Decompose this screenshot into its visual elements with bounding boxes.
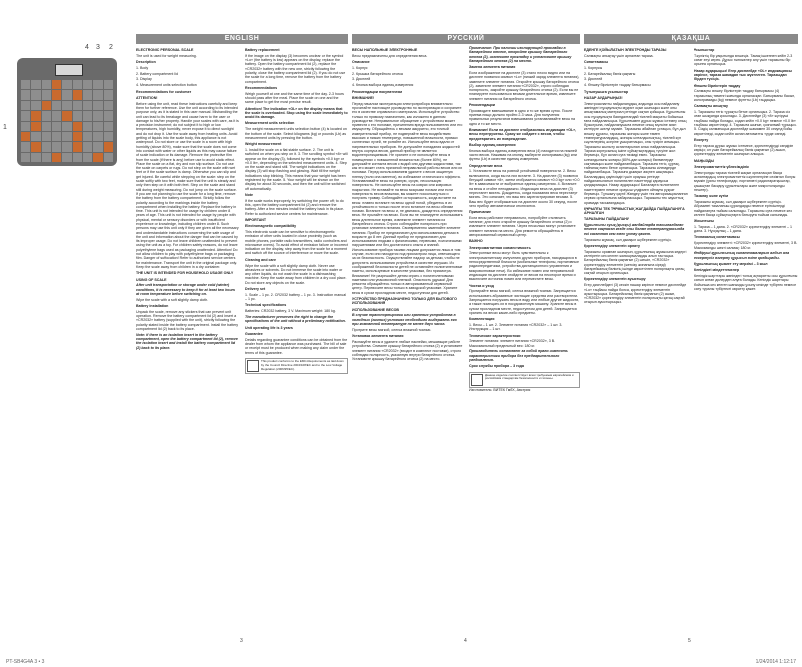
ru-using-body: Протрите весы мягкой, слегка влажной тканью. bbox=[352, 327, 432, 332]
kz-desc-title: Сипаттамасы bbox=[584, 60, 609, 65]
ru-body: Перед началом эксплуатации электроприбора внимательно прочитайте настоящее руководство по эксплуатации и сохраните его в качестве справочного материала. Используйте устройство только по прямому назначению, как изложено в данном руководстве. Неправильное обращение с устройством может привести к его поломке, причинению вреда пользователю или его имуществу. Обращайтесь с весами аккуратно, это точный измерительный прибор, не подвергайте весы воздействию высоких и низких температур, повышенной влажности, прямых солнечных лучей, не роняйте их. Используйте весы вдали от нагревательных приборов. Не допускайте попадания жидкостей внутрь корпуса весов, данный прибор не является водонепроницаемым. Не храните и не используйте весы в помещениях с повышенной влажностью (более 80%), не допускайте контакта весов с водой или другими жидкостями, так как это может стать причиной неправильной работы весов или их поломки. Перед использованием удалите с весов защитную пленку (если она имеется), во избежание статического эффекта. Устанавливайте весы на ровную, сухую, нескользкую поверхность. Не используйте весы на коврах или ковровых покрытиях. Не вставайте на весы мокрыми ногами или если поверхность весов влажная, вы можете поскользнуться и получить травму. Соблюдайте осторожность, когда встаете на весы: плавно встаньте на весы одной ногой, убедитесь в их устойчивости и только после этого встаньте на весы обеими ногами. Встаньте на весы и, не двигаясь, дождитесь определения веса. Не прыгайте на весах. Если вы не планируете использовать весы длительное время, извлеките элемент питания из батарейного отсека. Строго соблюдайте полярность при установке элемента питания. Своевременно заменяйте элемент питания. Прибор не предназначен для использования детьми в возрасте до 8 лет. Данный прибор не предназначен для использования людьми с физическими, нервными, психическими нарушениями или без достаточного опыта и знаний. Использование прибора такими лицами допускается лишь в том случае, если они находятся под присмотром лица, отвечающего за их безопасность. Осуществляйте надзор за детьми, чтобы не допустить использования устройства в качестве игрушки. Из соображений безопасности детей не оставляйте полиэтиленовые пакеты, используемые в качестве упаковки, без присмотра. Внимание! Не разрешайте детям играть с полиэтиленовыми пакетами или упаковочной пленкой. Опасность удушья! Для ремонта обращайтесь только в авторизованный сервисный центр. Перевозите весы только в заводской упаковке. Храните весы в сухом прохладном месте, недоступном для детей. bbox=[352, 101, 463, 295]
scale-tile bbox=[52, 132, 61, 141]
kz-delivery-body: 1. Тараза – 1 дана. 2. «CR2032» қоректендіру элементі – 1 дана. 3. Нұсқаулық – 1 дана. bbox=[694, 224, 793, 234]
en-attention: ATTENTION! bbox=[136, 95, 158, 100]
en-delivery-title: Delivery set bbox=[245, 287, 266, 292]
scale-tile bbox=[31, 101, 40, 110]
kazakh-section bbox=[584, 34, 798, 644]
kz-desc-2: 2. Батарейкалық бөлік қақпағы bbox=[584, 71, 636, 76]
scale-tile bbox=[93, 80, 102, 89]
kz-important: МАҢЫЗДЫ bbox=[694, 158, 715, 163]
en-using-body: Wipe the scale with a soft slightly damp cloth. bbox=[136, 297, 209, 302]
kz-tech-title: Техникалық сипаттамасы bbox=[694, 235, 740, 240]
en-rec2-title: Recommendations bbox=[245, 85, 278, 90]
scale-tile bbox=[21, 80, 30, 89]
ru-desc-2: 2. Крышка батарейного отсека bbox=[352, 71, 403, 76]
kz-using-body: Таразыны жұмсақ, сәл дымқыл шүберекпен сүртіңіз. bbox=[584, 237, 672, 242]
en-desc-3: 3. Display bbox=[136, 77, 152, 82]
scale-tile bbox=[104, 90, 113, 99]
en-install-note: Note: if there is an isolation insert in the battery compartment, open the battery compartment lid (2), remove the isolation insert and install the battery compartment lid (2) back to its place. bbox=[136, 332, 238, 350]
scale-callout-numbers bbox=[13, 44, 120, 56]
en-using-italic: After unit transportation or storage under cold (winter) conditions, it is necessary to keep it for at least two hours at room temperature before switching on. bbox=[136, 283, 236, 296]
ru-weight-body: 1. Установите весы на ровной устойчивой поверхности. 2. Весы включаются, когда вы на них встаете. 3. На дисплее (3) появится бегущий символ «8», затем отобразится символ «0.0 kg» или «0.0 lb» в зависимости от выбранных единиц измерения. 4. Встаньте на весы и стойте неподвижно. Индикация веса на дисплее (3) перестанет мигать. Дождитесь, когда показания веса перестанут мигать. Это означает, что ваш вес зарегистрирован весами. 5. Ваш вес будет отображаться на дисплее около 30 секунд, после чего прибор автоматически отключится. bbox=[469, 169, 580, 208]
kz-using-italic: Құрылғыны суық (қысқы) жағдайларда тасымалдаған немесе сақтаған кезде оны бөлме температурасында екі сағаттан кем емес ұстау қажет. bbox=[584, 223, 685, 236]
en-important: IMPORTANT bbox=[245, 217, 267, 222]
en-rec2-body: Weigh yourself at one and the same time of the day. 2-3 hours should pass after the meal. Place the scale on one and the same place to get the most precise result. bbox=[245, 91, 344, 105]
kz-clean-title: Тазалау және күтім bbox=[694, 194, 729, 199]
kazakh-col-2 bbox=[694, 46, 798, 644]
illustration-strip bbox=[0, 0, 133, 667]
scale-tile bbox=[83, 122, 92, 131]
kz-weight-body: 1. Таразыны тегіс тұрақты бетке орнатыңыз. 2. Тараза сіз оған шыққанда қосылады. 3. Дисплейде (3) «8» жүгіруші таңбасы пайда болады, содан кейін «0.0 kg» немесе «0.0 lb» таңбасы көрсетіледі. 4. Таразыға шығып, қозғалмай тұрыңыз. 5. Сіздің салмағыңыз дисплейде шамамен 30 секунд бойы көрсетіледі, содан кейін аспап автоматты түрде сөнеді. bbox=[694, 110, 797, 136]
kz-note-body: Егер тараза дұрыс жұмыс істемесе, қоректендіруді сөндіріп көріңіз; ол үшін батарейкалық бөлік қақпағын (2) ашып, қоректендіру элементін шығарып алыңыз. bbox=[694, 143, 794, 157]
en-install-title: Battery installation bbox=[136, 304, 169, 309]
ru-replace-body: Если изображение на дисплее (3) стало плохо видно или на дисплее появился символ «Lo» (низкий заряд элемента питания), замените элемент питания. Откройте крышку батарейного отсека (2), замените элемент питания «CR2032», строго соблюдая полярность, закройте крышку батарейного отсека (2). Если вы не планируете пользоваться весами длительное время, извлеките элемент питания из батарейного отсека. bbox=[469, 70, 580, 101]
en-weight-title: Weight measurement bbox=[245, 142, 282, 147]
scale-tile bbox=[104, 153, 113, 162]
ru-delivery-title: Комплектация bbox=[469, 317, 495, 322]
en-body: Before using the unit, read these instructions carefully and keep them for further reference. Use the unit according to its intended purpose only, as it is stated in this user manual. Mishandling the unit can lead to its breakage and cause harm to the user or damage to his/her property. Handle your scales with care, as it is a precision instrument; do not subject it to high or low temperatures, high humidity, never expose it to direct sunlight and do not drop it. Use the scale away from heating units. Avoid getting of liquids into the scale body, this appliance is not waterproof. Do not store or use the scale in a room with high humidity (above 80%), make sure that the scale does not come into contact with water or other liquids as this may cause failure of scale indication or its damage. Remove the protective film from the scale (if there is any) before use to avoid static effect. Place the scale on a flat, dry and non slip surface. Do not use the scale on carpets or rugs. Do not step on the scale with wet feet or if the scale surface is damp. Otherwise you can slip and get injured. Be careful while stepping on the scale: step on the scale softly with two feet, make sure that the unit is steady and only then step on it with both feet. Step on the scale and stand still during weight measuring. Do not jump on the scale surface. If you are not planning to use the scale for a long time, remove the battery from the battery compartment. Strictly follow the polarity according to the markings inside the battery compartment when installing the battery. Replace the battery in time. This unit is not intended for usage by children under 8 years of age. This unit is not intended for usage by people with physical, mental or sensory disorders or with insufficient experience or knowledge, including children under 8. Such persons may use this unit only if they are given all the necessary and understandable instructions concerning the safe usage of the unit and information about the danger that can be caused by its improper usage. Do not leave children unattended to prevent using the unit as a toy. For children safety reasons, do not leave polyethylene bags used as packaging unattended. Attention! Do not allow children to play with polyethylene bags or packaging film. Danger of suffocation! Refer to authorized service centers for maintenance. Transport the unit in the original package only. Keep the scale away from children in a dry container. bbox=[136, 101, 239, 269]
en-desc-1: 1. Body bbox=[136, 65, 149, 70]
english-section bbox=[136, 34, 348, 644]
scale-tile bbox=[73, 101, 82, 110]
scale-tile bbox=[31, 153, 40, 162]
ru-eco-text: Данное изделие соответствует всем требуемым европейским и российским стандартам безопасности и гигиены. bbox=[485, 372, 574, 381]
scale-tile bbox=[62, 101, 71, 110]
kz-rec2-title: Ұсыныстар bbox=[694, 48, 715, 52]
scale-display bbox=[55, 64, 83, 76]
ru-tech-note: Производитель оставляет за собой право изменять характеристики прибора без предварительного уведомления. bbox=[469, 349, 568, 362]
russian-col-2 bbox=[469, 46, 580, 644]
scale-tile bbox=[93, 142, 102, 151]
en-install-body: Unpack the scale, remove any stickers that can prevent unit operation. Remove the battery compartment lid (2) and insert a «CR2032» battery (supplied with the unit), strictly following the polarity stated inside the battery compartment. Install the battery compartment lid (2) back to its place. bbox=[136, 309, 239, 332]
ru-clean-title: Чистка и уход bbox=[469, 283, 494, 288]
ru-note-body: Если весы работают неправильно, попробуйте отключить питание; для этого откройте крышку батарейного отсека (2) и извлеките элемент питания. Через несколько минут установите элемент питания на место. Для ремонта обращайтесь в авторизованный сервисный центр. bbox=[469, 215, 576, 238]
scale-tile bbox=[104, 122, 113, 131]
scale-tile bbox=[83, 90, 92, 99]
en-replace-body: If the image on the display (3) becomes unclear or the symbol «Lo» (the battery is low) appears on the display, replace the battery. Open the battery compartment lid (2), replace the «CR2032» battery with the new one, strictly following the polarity, close the battery compartment lid (2). If you do not use the scale for a long time, remove the battery from the battery compartment. bbox=[245, 53, 346, 84]
kz-using-title: ТАРАЗЫНЫ ПАЙДАЛАНУ bbox=[584, 217, 630, 222]
scale-tile bbox=[42, 90, 51, 99]
en-replace-title: Battery replacement bbox=[245, 48, 280, 52]
kazakh-header: ҚАЗАҚША bbox=[584, 34, 798, 44]
en-rec2-attention: Attention! The indication «OL» on the display means that the scale is overloaded. Stop using the scale immediately to avoid its damage. bbox=[245, 106, 348, 120]
en-guarantee-title: Guarantee bbox=[245, 331, 263, 336]
scale-tile bbox=[62, 142, 71, 151]
scale-tile bbox=[62, 132, 71, 141]
scale-tile bbox=[62, 111, 71, 120]
scale-tile bbox=[42, 111, 51, 120]
kz-body: Электроаспапты пайдаланудың алдында осы пайдалану жөніндегі нұсқаулықты мұқият оқып шығыңыз және оны анықтамалық материал ретінде сақтап қойыңыз. Құрылғыны осы нұсқаулықта баяндалғандай тікелей мақсаты бойынша ғана пайдаланыңыз. Құрылғымен дұрыс жұмыс істемеу оның бұзылуына, пайдаланушыға немесе оның мүлкіне зиян келтіруге әкелуі мүмкін. Таразыны абайлап ұстаңыз, бұл дәл өлшеу құралы, таразыны жоғары және төмен температуралардың, жоғары ылғалдылықтың, тікелей күн сәулелерінің әсеріне ұшыратпаңыз, оны түсіріп алмаңыз. Таразыны жылыту аспаптарынан алыс пайдаланыңыз. Тараза корпусының ішіне сұйықтықтардың түсуіне жол бермеңіз, бұл аспап суға төзімді емес. Таразыны ылғалдылығы жоғары (80%-дан жоғары) бөлмелерде сақтамаңыз және пайдаланбаңыз. Таразыға тегіс, құрғақ, тайғанақ емес бетке орнатыңыз. Таразыны кілемдерде пайдаланбаңыз. Таразыға дымқыл аяқпен шықпаңыз. Балалардың қауіпсіздігі үшін орауыш ретінде пайдаланылатын полиэтилен пакеттерді қараусыз қалдырмаңыз. Назар аударыңыз! Балаларға полиэтилен пакеттермен немесе орауыш үлдірмен ойнауға рұқсат бермеңіз. Тұншығу қаупі! Жөндеу үшін тек авторизацияланған сервис орталығына хабарласыңыз. Таразыны тек зауыттық орамада тасымалдаңыз. bbox=[584, 101, 688, 205]
scale-tile bbox=[52, 111, 61, 120]
scale-tile bbox=[21, 142, 30, 151]
en-emc-body: This electronic scale can be sensitive to electromagnetic emission of other units located in close proximity (such as mobile phones, portable radio transmitters, radio controllers and microwave ovens). To avoid effect of emission failure or incorrect indication on the display, step away from the scale for a moment and switch off the source of interference or move the scale. bbox=[245, 229, 348, 256]
ru-service: Срок службы прибора – 3 года bbox=[469, 364, 524, 369]
callout-3: 3 bbox=[96, 44, 100, 51]
en-page-number: 3 bbox=[240, 638, 243, 644]
scale-tile bbox=[73, 80, 82, 89]
en-delivery-body: 1. Scale – 1 pc. 2. CR2032 battery – 1 pc. 3. Instruction manual – 1 pc. bbox=[245, 292, 347, 302]
kazakh-col-1 bbox=[584, 46, 688, 644]
kz-replace-body: Егер дисплейдегі (3) кескін нашар көрінсе немесе дисплейде «Lo» таңбасы пайда болса, қоректендіру элементін ауыстырыңыз. Батарейкалық бөлік қақпағын (2) ашып, «CR2032» қоректендіру элементін полярлықты қатаң сақтай отырып ауыстырыңыз. bbox=[584, 283, 687, 305]
en-tech-title: Technical specifications bbox=[245, 303, 287, 308]
kz-tech-body: Қоректендіру элементі: «CR2032» қоректендіру элементі, 3 В. Максималды шекті салмақ: 180 кг. bbox=[694, 241, 798, 250]
kz-units-title: Өлшем бірліктерін таңдау bbox=[694, 83, 741, 88]
en-eco-text: This product conforms to the EMC-Requirements as laid down by the Council Directive 2004/108/EC and to the Low Voltage Regulation (2006/95/EC). bbox=[261, 358, 344, 371]
scale-tile bbox=[21, 111, 30, 120]
scale-tile bbox=[42, 142, 51, 151]
scale-tile bbox=[31, 80, 40, 89]
scale-tile bbox=[93, 132, 102, 141]
ru-important: ВАЖНО bbox=[469, 239, 483, 244]
scale-tile bbox=[93, 111, 102, 120]
scale-tile bbox=[42, 122, 51, 131]
scale-tile bbox=[52, 122, 61, 131]
en-intro: The unit is used for weight measuring. bbox=[136, 53, 197, 58]
ru-rec-title: Рекомендации покупателям bbox=[352, 89, 403, 94]
ru-using-italic: В случае транспортировки или хранения устройства в холодных (зимних) условиях необходимо выдержать его при комнатной температуре не менее двух часов. bbox=[352, 313, 457, 327]
kz-units-body: Салмақты өлшеу бірліктерін таңдау батырмасы (4) таразының төменгі жағында орналасқан. Батырманы басып, килограммды (kg) немесе фунтты (Lb) таңдаңыз. bbox=[694, 89, 796, 102]
kz-desc-3: 3. Дисплей bbox=[584, 77, 603, 82]
en-using-title: USING OF SCALE bbox=[136, 277, 167, 282]
ru-attention: ВНИМАНИЕ! bbox=[352, 95, 375, 100]
en-tech-body: Batteries: CR2032 battery, 3 V. Maximum weight: 180 kg. bbox=[245, 309, 336, 314]
en-desc-2: 2. Battery compartment lid bbox=[136, 71, 178, 76]
scale-tile bbox=[104, 80, 113, 89]
scale-tile-pattern bbox=[21, 80, 113, 162]
ce-mark-icon bbox=[247, 360, 259, 372]
scale-tile bbox=[104, 132, 113, 141]
scale-tile bbox=[83, 153, 92, 162]
scale-tile bbox=[83, 111, 92, 120]
scale-tile bbox=[93, 101, 102, 110]
kz-delivery-title: Жиынтығы bbox=[694, 219, 715, 224]
kz-intro: Салмақты анықтау үшін арналған тараза. bbox=[584, 53, 654, 58]
scale-tile bbox=[21, 132, 30, 141]
scale-tile bbox=[21, 153, 30, 162]
scale-tile bbox=[93, 153, 102, 162]
scale-tile bbox=[42, 132, 51, 141]
ru-units-body: Кнопка выбора единиц измерения веса (4) находится на нижней части весов. Нажимая на кнопку, выберите килограммы (kg) или фунты (Lb) в качестве единиц измерения. bbox=[469, 148, 577, 162]
ru-intro: Весы предназначены для определения веса. bbox=[352, 53, 428, 58]
ru-rec2-title: Рекомендации bbox=[469, 103, 495, 108]
scale-tile bbox=[104, 101, 113, 110]
kz-weight-title: Салмақты анықтау bbox=[694, 104, 728, 109]
kz-desc-1: 1. Корпусы bbox=[584, 65, 603, 70]
ru-using-title: ИСПОЛЬЗОВАНИЕ ВЕСОВ bbox=[352, 307, 399, 312]
en-tech-note: The manufacturer preserves the right to change the specifications of the unit without a preliminary notification. bbox=[245, 315, 346, 324]
en-emc-title: Electromagnetic compatibility bbox=[245, 224, 297, 229]
scale-tile bbox=[93, 90, 102, 99]
en-desc-title: Description bbox=[136, 60, 156, 65]
kz-emc-title: Электромагниттік үйлесімділік bbox=[694, 164, 749, 169]
en-eco-badge bbox=[245, 358, 348, 374]
kz-install-body: Таразыны орамнан шығарып, құрылғының жұмысына кедергі келтіретін кез келген жапсырмаларды алып тастаңыз. Батарейкалық бөлік қақпағын (2) шешіп, «CR2032» қоректендіру элементін (жеткізу жинағына кіреді) батарейкалық бөліктің ішінде көрсетілген полярлықты қатаң сақтай отырып орнатыңыз. bbox=[584, 249, 687, 276]
ru-household: УСТРОЙСТВО ПРЕДНАЗНАЧЕНО ТОЛЬКО ДЛЯ БЫТОВОГО ИСПОЛЬЗОВАНИЯ bbox=[352, 297, 457, 306]
russian-col-1 bbox=[352, 46, 463, 644]
ru-tech-body: Элемент питания: элемент питания «CR2032», 3 В. Максимальный предельный вес: 180 кг. bbox=[469, 339, 556, 348]
scale-tile bbox=[83, 132, 92, 141]
kz-household: ҚҰРЫЛҒЫ ТЕК ТҰРМЫСТЫҚ ЖАҒДАЙДА ПАЙДАЛАНУҒА АРНАЛҒАН bbox=[584, 206, 685, 216]
ru-units-title: Выбор единиц измерения bbox=[469, 142, 516, 147]
kz-title: ЕДЕНГЕ ҚОЙЫЛАТЫН ЭЛЕКТРОНДЫ ТАРАЗЫ bbox=[584, 48, 667, 52]
en-rec-title: Recommendations for customer bbox=[136, 89, 192, 94]
kz-replace-title: Қоректендіру элементін ауыстыру bbox=[584, 277, 646, 282]
ru-address: Изготовитель: ВИТЕК ГмбХ, Австрия bbox=[469, 387, 531, 392]
en-desc-4: 4. Measurement units selection button bbox=[136, 83, 197, 88]
russian-header: РУССКИЙ bbox=[352, 34, 580, 44]
scale-tile bbox=[62, 90, 71, 99]
scale-tile bbox=[42, 153, 51, 162]
english-header: ENGLISH bbox=[136, 34, 348, 44]
text-columns bbox=[136, 34, 800, 654]
scale-tile bbox=[42, 80, 51, 89]
scale-tile bbox=[31, 111, 40, 120]
scale-tile bbox=[31, 142, 40, 151]
scale-tile bbox=[52, 142, 61, 151]
en-clean-body: Wipe the scale with a soft slightly damp cloth. Never use abrasives or solvents. Do not immerse the scale into water or any other liquids, do not wash the scale in a dishwashing machine. Keep the scale away from children in a dry cool place. Do not store any objects on the scale. bbox=[245, 263, 347, 285]
kz-attention: НАЗАР АУДАРЫҢЫЗ! bbox=[584, 95, 623, 100]
en-household: THE UNIT IS INTENDED FOR HOUSEHOLD USAGE ONLY bbox=[136, 271, 234, 276]
scale-tile bbox=[21, 122, 30, 131]
scale-tile bbox=[73, 132, 82, 141]
en-units-title: Measurement units selection bbox=[245, 121, 295, 126]
en-title: ELECTRONIC PERSONAL SCALE bbox=[136, 48, 194, 52]
ru-desc-3: 3. Дисплей bbox=[352, 77, 371, 82]
scale-tile bbox=[21, 90, 30, 99]
en-units-body: The weight measurement units selection button (4) is located on the bottom of the scale. Select kilograms (kg) or pounds (Lb) as measurement units by pressing the button. bbox=[245, 127, 347, 140]
ru-replace-title: Замена элемента питания bbox=[469, 65, 516, 70]
callout-1: 1 bbox=[3, 124, 7, 131]
ru-desc-1: 1. Корпус bbox=[352, 65, 368, 70]
ru-install-title: Установка элемента питания bbox=[352, 334, 404, 339]
ru-weight-title: Определение веса bbox=[469, 163, 503, 168]
ru-install-body: Распакуйте весы и удалите любые наклейки, мешающие работе устройства. Снимите крышку батарейного отсека (2) и установите элемент питания «CR2032» (входит в комплект поставки), строго соблюдая полярность, указанную внутри батарейного отсека. Установите крышку батарейного отсека (2) на место. bbox=[352, 339, 463, 362]
scale-tile bbox=[73, 90, 82, 99]
ru-emc-body: Электронные весы могут быть чувствительны к электромагнитному излучению других приборов, находящихся в непосредственной близости (мобильные телефоны, портативные радиопередатчики, устройства дистанционного управления и микроволновые печи). Во избежание помех или неправильной индикации на дисплее отойдите от весов на некоторое время и выключите источник помех или переместите весы. bbox=[469, 251, 579, 282]
scale-tile bbox=[83, 142, 92, 151]
scale-tile bbox=[42, 101, 51, 110]
ru-eco-badge bbox=[469, 372, 580, 388]
ru-note-title: Примечание bbox=[469, 210, 492, 215]
ru-desc-4: 4. Кнопка выбора единиц измерения bbox=[352, 83, 414, 88]
scale-tile bbox=[73, 122, 82, 131]
kz-tech-note: Өндіруші құрылғының сипаттамаларын алдын ала ескертусіз өзгерту құқығын өзіне қалдырады. bbox=[694, 251, 790, 260]
scale-tile bbox=[52, 90, 61, 99]
en-service: Unit operating life is 3 years bbox=[245, 325, 293, 330]
ru-title: ВЕСЫ НАПОЛЬНЫЕ ЭЛЕКТРОННЫЕ bbox=[352, 48, 418, 52]
scale-tile bbox=[62, 122, 71, 131]
kz-service: Құрылғының қызмет ету мерзімі – 3 жыл bbox=[694, 261, 768, 266]
scale-tile bbox=[73, 153, 82, 162]
kz-emc-body: Электронды тараза тікелей жақын орналасқан басқа аспаптардың электромагниттік сәулеленуіне сезімтал болуы мүмкін (ұялы телефондар, портативті радиотаратқыштар, қашықтан басқару құрылғылары және микротолқынды пештер). bbox=[694, 170, 796, 192]
ru-tech-title: Технические характеристики bbox=[469, 333, 521, 338]
kz-clean-body: Таразыны жұмсақ, сәл дымқыл шүберекпен сүртіңіз. Абразивті тазалағыш құралдарды немесе еріткіштерді пайдалануға тыйым салынады. Таразыны суға немесе кез келген басқа сұйықтықтарға батыруға тыйым салынады. bbox=[694, 199, 792, 217]
scale-image bbox=[17, 58, 117, 166]
scale-tile bbox=[52, 80, 61, 89]
scale-tile bbox=[83, 80, 92, 89]
ru-rec2-body: Производите взвешивание в одно и то же время суток. После приема пищи должно пройти 2-3 часа. Для получения правильных результатов взвешивания устанавливайте весы на одно и то же место. bbox=[469, 108, 576, 126]
scale-tile bbox=[62, 153, 71, 162]
scale-tile bbox=[104, 142, 113, 151]
en-guarantee-body: Details regarding guarantee conditions can be obtained from the dealer from whom the appliance was purchased. The bill of sale or receipt must be produced when making any claim under the terms of this guarantee. bbox=[245, 337, 348, 355]
scale-tile bbox=[73, 142, 82, 151]
kz-install-title: Қоректендіру элементін орнату bbox=[584, 243, 640, 248]
eac-mark-icon bbox=[471, 374, 483, 386]
ru-delivery-body: 1. Весы – 1 шт. 2. Элемент питания «CR2032» – 1 шт. 3. Инструкция – 1 шт. bbox=[469, 322, 563, 332]
footer-right: 1/24/2014 1:12:17 bbox=[755, 659, 796, 665]
scale-tile bbox=[73, 111, 82, 120]
scale-tile bbox=[93, 122, 102, 131]
kz-desc-4: 4. Өлшеу бірліктерін таңдау батырмасы bbox=[584, 83, 651, 88]
kz-rec-title: Тұтынушыға ұсыныстар bbox=[584, 89, 629, 94]
callout-4: 4 bbox=[85, 44, 89, 51]
ru-desc-title: Описание bbox=[352, 60, 370, 65]
footer-left: PT-SB4G4A 3 • 3 bbox=[6, 659, 45, 665]
en-clean-title: Cleaning and care bbox=[245, 257, 276, 262]
russian-section bbox=[352, 34, 580, 644]
scale-tile bbox=[31, 132, 40, 141]
ru-page-number: 4 bbox=[464, 638, 467, 644]
en-note-title: Note bbox=[245, 192, 253, 197]
kz-rec2-attention: Назар аударыңыз! Егер дисплейде «OL» индикациясы көрінсе, тараза шамадан тыс жүктелген. Таразыдан бірден түсіңіз. bbox=[694, 68, 792, 82]
kz-note-title: Ескерту bbox=[694, 137, 709, 142]
en-note-body: If the scale works improperly, try switching the power off; to do this, open the battery compartment lid (2) and remove the battery. After a few minutes install the battery back in its place. Refer to authorized service centers for maintenance. bbox=[245, 198, 345, 216]
kz-guarantee-title: Кепілдікті міндеттемелер bbox=[694, 268, 740, 273]
scale-tile bbox=[52, 153, 61, 162]
scale-tile bbox=[104, 111, 113, 120]
ru-emc-title: Электромагнитная совместимость bbox=[469, 245, 531, 250]
scale-tile bbox=[31, 122, 40, 131]
scale-tile bbox=[83, 101, 92, 110]
ru-install-note: Примечание: При наличии изолирующей прокладки в батарейном отсеке, откройте крышку батарейного отсека (2), извлеките прокладку и установите крышку батарейного отсека (2) на место. bbox=[469, 46, 572, 63]
scale-tile bbox=[31, 90, 40, 99]
scale-tile bbox=[52, 101, 61, 110]
scale-tile bbox=[62, 80, 71, 89]
ru-rec2-attention: Внимание! Если на дисплее отобразилась индикация «OL», весы перегружены. Сразу же сойдите с весов, чтобы предотвратить их повреждение. bbox=[469, 128, 577, 141]
english-col-2 bbox=[245, 46, 348, 644]
en-weight-body: 1. Install the scale on a flat stable surface. 2. The unit is switched on when you step on it. 3. The scrolling symbol «8» will appear on the display (3), followed by the symbols «0.0 kg» or «0.0 lb», depending on the selected measurement units. 4. Step on the scale and stand still. The weight indications on the display (3) will stop flashing and glowing. Wait till the weight indications stop blinking. This means that your weight has been registered by the scale. 5. Your weight will be shown on the display for about 30 seconds, and then the unit will be switched off automatically. bbox=[245, 147, 348, 191]
kz-page-number: 5 bbox=[688, 638, 691, 644]
ru-clean-body: Протирайте весы мягкой, слегка влажной тканью. Запрещается использовать абразивные чистящие средства или растворители. Запрещается погружать весы в воду или любые другие жидкости, а также помещать их в посудомоечную машину. Храните весы в сухом прохладном месте, недоступном для детей. Запрещается хранить на весах какие-либо предметы. bbox=[469, 289, 580, 315]
scale-tile bbox=[21, 101, 30, 110]
english-col-1 bbox=[136, 46, 239, 644]
kz-guarantee-body: Кепілдік шарттары жөніндегі толық ақпаратты осы құрылғыны сатып алған дилерден алуға болады. Кепілдік шарттары бойынша кез келген шағымды ұсыну кезінде түбіртек немесе сату туралы түбіртекті көрсету қажет. bbox=[694, 274, 798, 291]
callout-2: 2 bbox=[109, 44, 113, 51]
kz-rec2-body: Тәуліктің бір уақытында өлшеңіз. Тамақ ішкеннен кейін 2-3 сағат өтуі керек. Дұрыс нәтижелер алу үшін таразыны бір орынға орнатыңыз. bbox=[694, 53, 793, 67]
